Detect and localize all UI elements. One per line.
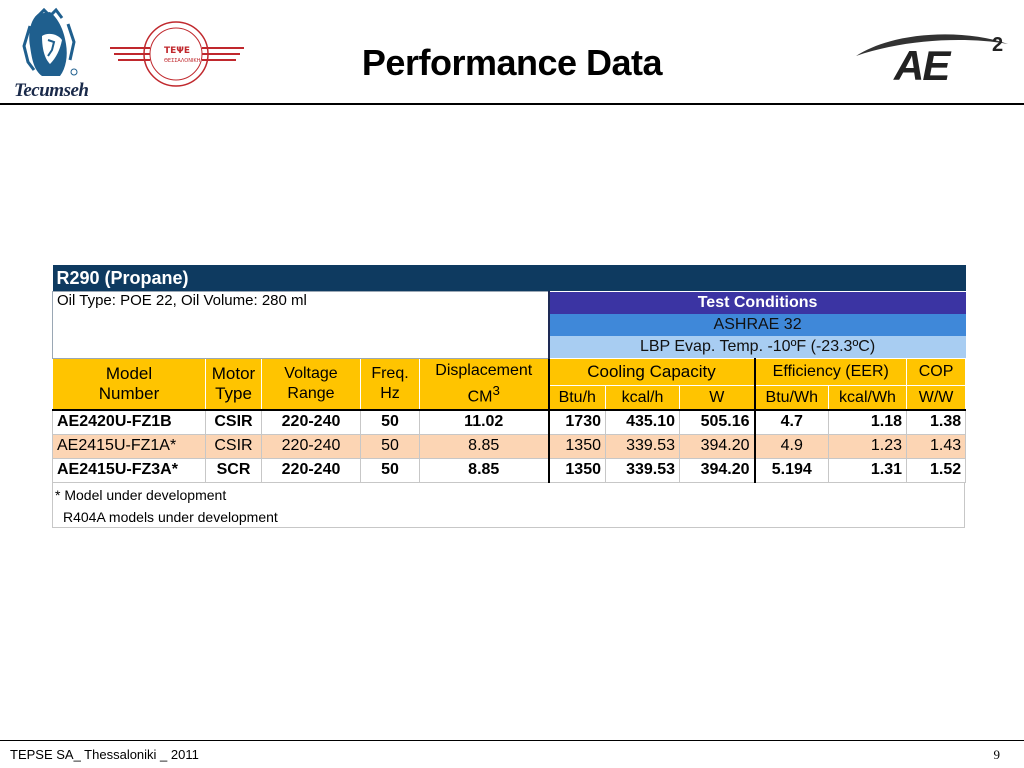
- col-disp-line2: CM: [467, 387, 493, 405]
- col-cooling-capacity: Cooling Capacity: [549, 358, 755, 386]
- note-development: * Model under development: [55, 486, 227, 503]
- cell-voltage: 220-240: [262, 434, 361, 458]
- cell-freq: 50: [361, 434, 420, 458]
- refrigerant-title: R290 (Propane): [53, 265, 966, 292]
- col-freq-line2: Hz: [380, 384, 400, 402]
- cell-displacement: 8.85: [420, 458, 549, 482]
- col-motor-line1: Motor: [211, 363, 256, 383]
- cell-btuwh: 4.7: [755, 410, 829, 435]
- performance-table: [52, 265, 965, 528]
- header-divider: [0, 103, 1024, 105]
- tepse-mark: ΤΕΨΕ: [164, 46, 191, 56]
- cell-voltage: 220-240: [262, 458, 361, 482]
- col-model: [53, 358, 206, 410]
- cell-kcalh: 435.10: [606, 410, 680, 435]
- col-disp-sup: 3: [492, 382, 500, 398]
- cell-w: 505.16: [680, 410, 755, 435]
- tepse-sub: ΘΕΣΣΑΛΟΝΙΚΗ: [164, 58, 201, 64]
- table-row: [53, 410, 966, 435]
- table-notes: [52, 483, 965, 528]
- col-disp-line1: Displacement: [435, 361, 533, 379]
- cell-motor: CSIR: [206, 434, 262, 458]
- cell-cop: 1.38: [907, 410, 966, 435]
- cell-kcalwh: 1.31: [829, 458, 907, 482]
- cell-displacement: 11.02: [420, 410, 549, 435]
- cell-cop: 1.43: [907, 434, 966, 458]
- col-voltage-line1: Voltage: [284, 364, 338, 382]
- unit-w: W: [680, 386, 755, 410]
- unit-btuh: Btu/h: [549, 386, 606, 410]
- cell-model: AE2420U-FZ1B: [53, 410, 206, 435]
- cell-w: 394.20: [680, 434, 755, 458]
- cell-w: 394.20: [680, 458, 755, 482]
- page-number: 9: [993, 747, 1000, 762]
- ae-wordmark: AE: [894, 42, 949, 89]
- cell-displacement: 8.85: [420, 434, 549, 458]
- cell-btuwh: 4.9: [755, 434, 829, 458]
- col-voltage: [262, 358, 361, 410]
- oil-info: Oil Type: POE 22, Oil Volume: 280 ml: [53, 292, 549, 359]
- col-motor-line2: Type: [215, 383, 252, 403]
- unit-kcalh: kcal/h: [606, 386, 680, 410]
- col-model-line2: Number: [98, 383, 160, 403]
- cell-kcalh: 339.53: [606, 434, 680, 458]
- cell-btuwh: 5.194: [755, 458, 829, 482]
- footer-text: TEPSE SA_ Thessaloniki _ 2011: [10, 747, 199, 762]
- cell-model: AE2415U-FZ3A*: [53, 458, 206, 482]
- unit-btuwh: Btu/Wh: [755, 386, 829, 410]
- cell-freq: 50: [361, 410, 420, 435]
- ae2-logo: [852, 28, 1012, 88]
- tecumseh-logo: [8, 6, 100, 102]
- cell-btuh: 1350: [549, 458, 606, 482]
- col-freq-line1: Freq.: [371, 364, 409, 382]
- page-title: Performance Data: [361, 42, 663, 83]
- cell-voltage: 220-240: [262, 410, 361, 435]
- col-motor: [206, 358, 262, 410]
- ashrae-standard: ASHRAE 32: [549, 314, 966, 336]
- cell-btuh: 1350: [549, 434, 606, 458]
- cell-kcalwh: 1.23: [829, 434, 907, 458]
- cell-freq: 50: [361, 458, 420, 482]
- table-row: [53, 458, 966, 482]
- footer-divider: [0, 740, 1024, 741]
- unit-ww: W/W: [907, 386, 966, 410]
- col-displacement: [420, 358, 549, 410]
- cell-model: AE2415U-FZ1A*: [53, 434, 206, 458]
- table-row: [53, 434, 966, 458]
- tepse-logo: [110, 12, 244, 94]
- test-conditions-label: Test Conditions: [549, 292, 966, 314]
- note-r404a: R404A models under development: [63, 508, 278, 525]
- cell-kcalwh: 1.18: [829, 410, 907, 435]
- cell-kcalh: 339.53: [606, 458, 680, 482]
- tecumseh-wordmark: Tecumseh: [14, 80, 89, 101]
- col-voltage-line2: Range: [287, 384, 335, 402]
- ae-superscript: 2: [992, 34, 1004, 56]
- cell-motor: SCR: [206, 458, 262, 482]
- unit-kcalwh: kcal/Wh: [829, 386, 907, 410]
- cell-cop: 1.52: [907, 458, 966, 482]
- lbp-condition: LBP Evap. Temp. -10ºF (-23.3ºC): [549, 336, 966, 359]
- col-cop: COP: [907, 358, 966, 386]
- cell-motor: CSIR: [206, 410, 262, 435]
- cell-btuh: 1730: [549, 410, 606, 435]
- col-efficiency: Efficiency (EER): [755, 358, 907, 386]
- col-model-line1: Model: [105, 363, 153, 383]
- col-freq: [361, 358, 420, 410]
